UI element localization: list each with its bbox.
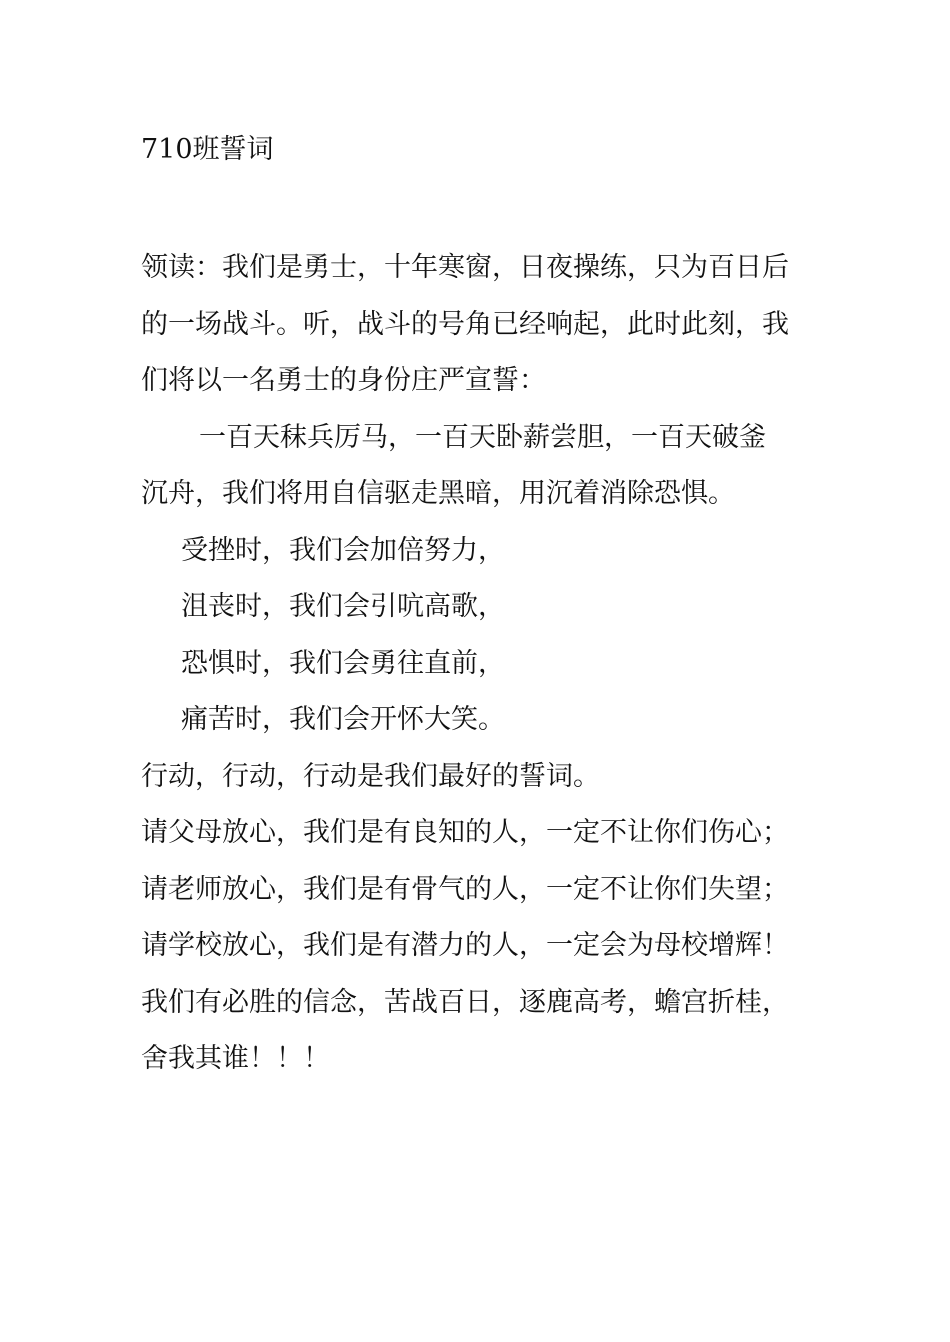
document-title: 710班誓词: [141, 134, 274, 165]
oath-line: 的一场战斗。听，战斗的号角已经响起，此时此刻，我: [141, 308, 789, 340]
oath-body: [141, 240, 841, 1088]
oath-line: 请老师放心，我们是有骨气的人，一定不让你们失望；: [141, 873, 789, 905]
oath-line: 痛苦时，我们会开怀大笑。: [181, 704, 505, 735]
oath-line: 沮丧时，我们会引吭高歌，: [181, 591, 505, 622]
oath-line: 行动，行动，行动是我们最好的誓词。: [141, 760, 600, 792]
oath-line: 恐惧时，我们会勇往直前，: [181, 647, 505, 679]
oath-line: 请学校放心，我们是有潜力的人，一定会为母校增辉！: [141, 930, 789, 961]
oath-line: 一百天秣兵厉马，一百天卧薪尝胆，一百天破釜: [199, 421, 766, 453]
oath-line: 沉舟，我们将用自信驱走黑暗，用沉着消除恐惧。: [141, 478, 735, 509]
oath-line: 受挫时，我们会加倍努力，: [181, 534, 505, 566]
oath-line: 请父母放心，我们是有良知的人，一定不让你们伤心；: [141, 817, 789, 848]
oath-line: 我们有必胜的信念，苦战百日，逐鹿高考，蟾宫折桂，: [141, 986, 789, 1018]
oath-line: 舍我其谁！！！: [141, 1043, 330, 1074]
oath-line: 们将以一名勇士的身份庄严宣誓：: [141, 365, 546, 396]
oath-line: 领读：我们是勇士，十年寒窗，日夜操练，只为百日后: [141, 252, 789, 283]
